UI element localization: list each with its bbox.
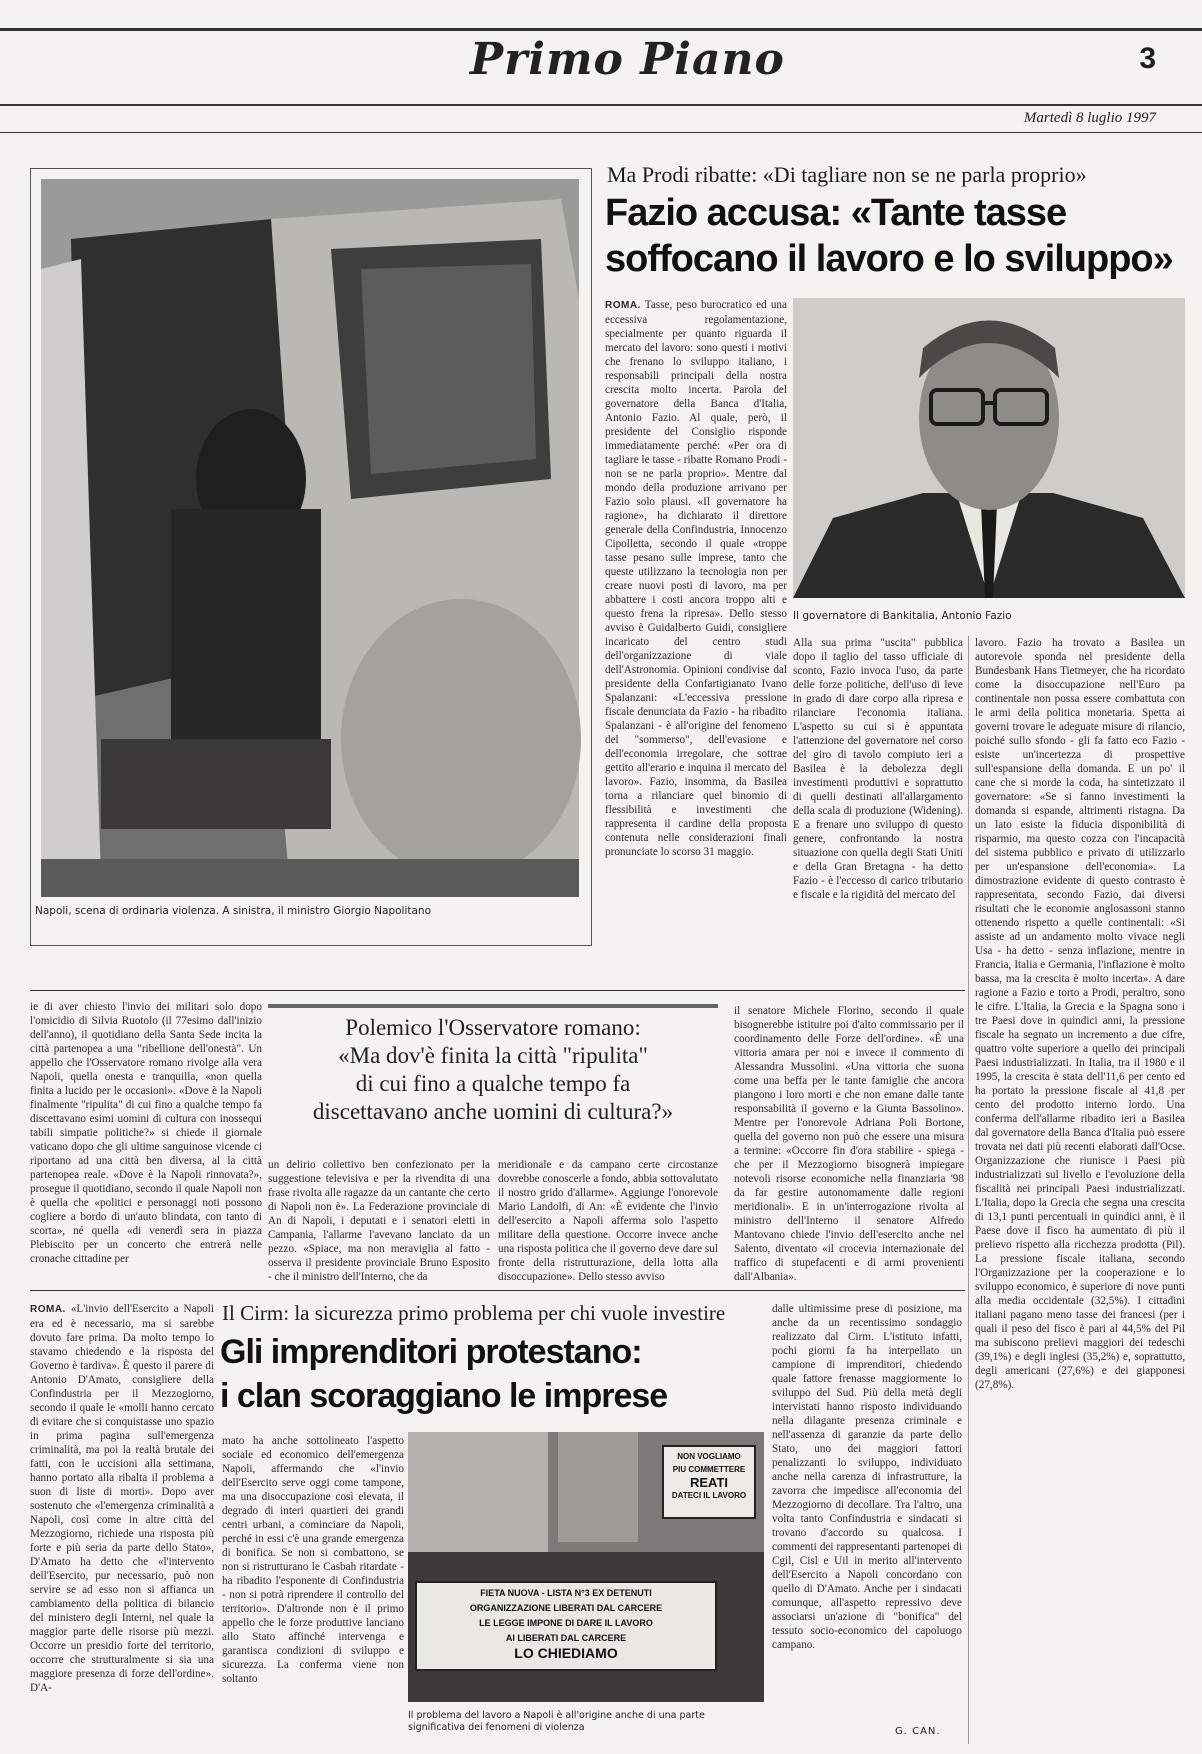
bottom-byline: G. CAN. [895,1726,941,1737]
quote-line-1: Polemico l'Osservatore romano: [345,1015,641,1040]
quote-box [268,1004,718,1154]
bottom-kicker: Il Cirm: la sicurezza primo problema per chi vuole investire [222,1301,726,1325]
fazio-caption: Il governatore di Bankitalia, Antonio Fazio [793,610,1012,622]
quote-line-3: di cui fino a qualche tempo fa [355,1071,631,1096]
protest-photo [408,1432,764,1702]
banner-line-3: LE LEGGE IMPONE DI DARE IL LAVORO [479,1618,653,1628]
column-divider [968,636,969,1744]
top-col1-text: Tasse, peso burocratico ed una eccessiva regolamentazione, specialmente per quanto riguarda il mercato del lavoro: sono questi i motivi che frenano lo sviluppo italiano, i responsabili principali della nostra crescita molto incerta. Parola del governatore della Banca d'Italia, Antonio Fazio. Al quale, però, il presidente del Consiglio risponde immediatamente perché: «Per ora di tagliare le tasse - ribatte Romano Prodi - non se ne parla proprio». Mentre dal mondo della produzione arrivano per Fazio solo plausi. «Il governatore ha ragione», ha dichiarato il direttore generale della Confindustria, Innocenzo Cipolletta, secondo il quale «troppe tasse pesano sulle imprese, tanto che queste utilizzano la tecnologia non per creare nuovi posti di lavoro, ma per abbattere i costi ancora troppo alti e questo frena la ripresa». Dello stesso avviso è Guidalberto Guidi, consigliere incaricato del centro studi dell'organizzazione di viale dell'Astronomia. Opinioni condivise dal presidente della Confartigianato Ivano Spalanzani: «L'eccessiva pressione fiscale denunciata da Fazio - ha ribadito Spalanzani - è all'origine del fenomeno del "sommerso", dell'evasione e dell'economia irregolare, che sottrae gettito all'erario e inquina il mercato del lavoro». Fazio, insomma, da Basilea torna a rilanciare quel binomio di flessibilità e investimenti che rappresenta il cardine della proposta contenuta nelle considerazioni finali pronunciate lo scorso 31 maggio. [605,299,787,858]
top-kicker: Ma Prodi ribatte: «Di tagliare non se ne parla proprio» [607,162,1087,187]
fazio-portrait-illustration [793,298,1185,598]
protest-banner [418,1586,714,1661]
banner-line-1: FIETA NUOVA - LISTA N°3 EX DETENUTI [480,1588,652,1598]
protest-sign [663,1450,755,1502]
quote-box-top-bar [268,1004,718,1008]
bottom-headline-2: i clan scoraggiano le imprese [220,1377,668,1415]
protest-caption-line-1: Il problema del lavoro a Napoli è all'origine anche di una parte [408,1710,705,1721]
protest-caption [408,1710,764,1734]
bottom-col-mid: mato ha anche sottolineato l'aspetto sociale ed economico dell'emergenza Napoli, affermando che «l'invio dell'Esercito serve oggi come tampone, ma una disoccupazione così elevata, il degrado di interi quartieri dei grandi centri urbani, a cominciare da Napoli, perché in essi c'è una grande emergenza di bonifica. Se non si combattono, se non si ristrutturano le Casbah ritardate - ha ribadito l'esponente di Confindustria - non si potrà riprendere il controllo del territorio». D'altronde non è il primo appello che le forze produttive lanciano allo Stato affinché intervenga e garantisca condizioni di sviluppo e sicurezza. La conferma viene non soltanto [222,1435,404,1685]
banner-line-2: ORGANIZZAZIONE LIBERATI DAL CARCERE [469,1603,663,1613]
top-article-col-3: lavoro. Fazio ha trovato a Basilea un autorevole sponda nel presidente della Bundesbank Hans Tietmeyer, che ha ricordato come la disoccupazione nell'Euro pa continentale non possa essere combattuta con le armi della politica monetaria. Spetta ai governi trovare le adeguate misure di rilancio, poiché sullo sfondo - gli fa fatto eco Fazio - esiste un'incertezza di prospettive sull'espansione della domanda. E un po' il cane che si morde la coda, ha sintetizzato il governatore: «Se si fanno investimenti la domanda si espande, altrimenti ristagna. Da un lato esiste la fiducia disponibilità di risparmio, ma questo cozza con l'incapacità del sistema pubblico e privato di utilizzarlo per un'espansione dell'economia». La dimostrazione evidente di questo contrasto è rappresentata, secondo Fazio, dai diversi risultati che le economie anglosassoni stanno ottenendo rispetto a quelle continentali: «Si assiste ad un andamento molto vivace negli Usa - ha detto - senza inflazione, mentre in Francia, Italia e Germania, l'inflazione è molto bassa, ma la crescita è molto incerta». A dare ragione a Fazio e torto a Prodi, peraltro, sono le cifre. L'Italia, la Grecia e la Spagna sono i tre Paesi dove in quindici anni, la pressione fiscale ha segnato un incremento a due cifre, quattro volte superiore a quello dei principali Paesi industrializzati. In Italia, tra il 1980 e il 1995, la crescita è stata dell'11,6 per cento ed ha portato la pressione fiscale al 41,8 per cento del prodotto interno lordo. Una conferma dell'allarme ribadito ieri a Basilea dal governatore della Banca d'Italia può essere trovata nei dati più recenti elaborati dall'Ocse. Organizzazione che riunisce i Paesi più industrializzati sul livello e l'evoluzione della fiscalità nei principali Paesi industrializzati. L'Italia, dopo la Grecia che segna una crescita di 13,1 punti percentuali in quindici anni, è il Paese dove il fisco ha aumentato di più il prelievo rispetto alla ricchezza prodotta (Pil). La pressione fiscale italiana, secondo l'Organizzazione per la cooperazione e lo sviluppo economico, è superiore di nove punti alla media occidentale (32,5%). I cittadini italiani pagano meno tasse dei francesi (per i quali il peso del fisco è pari al 44,5% del Pil ma subiscono prelievi maggiori dei tedeschi (39,1%) e degli inglesi (35,2%) e, soprattutto, degli americani (27,6%) e dei giapponesi (27,8%). [975,637,1185,1391]
top-article-col-2: Alla sua prima "uscita" pubblica dopo il taglio del tasso ufficiale di sconto, Fazio invoca l'uso, da parte delle forze politiche, dell'uso di leve in grado di dare corpo alla ripresa e rilanciare l'economia italiana. L'aspetto su cui si è appuntata l'attenzione del governatore nel corso del giro di tavolo compiuto ieri a Basilea è la debolezza degli investimenti produttivi e soprattutto di quelli destinati all'allargamento della scala di produzione (Widening). E a frenare uno sviluppo di questo genere, confrontando la nostra situazione con quella degli Stati Uniti e della Gran Bretagna - ha detto Fazio - è l'eccesso di carico tributario e fiscale e la rigidità del mercato del [793,637,963,901]
top-headline-1: Fazio accusa: «Tante tasse [605,192,1067,234]
sign-line-4: DATECI IL LAVORO [671,1491,747,1500]
car-photo-illustration [41,179,579,897]
bottom-col-right: dalle ultimissime prese di posizione, ma anche da un recentissimo sondaggio realizzato dal Cirm. L'istituto infatti, pochi giorni fa ha interpellato un campione di imprenditori, chiedendo quale fattore frenasse maggiormente lo sviluppo del Sud. Più della metà degli intervistati hanno risposto individuando nella dilagante presenza criminale e nell'assenza di garanzie da parte dello Stato, uno dei maggiori fattori penalizzanti lo sviluppo, individuato anche nella carenza di infrastrutture, la zavorra che impedisce all'economia del Mezzogiorno di decollare. Tra l'altro, una volta tanto Confindustria e sindacati si trovano d'accordo su qualcosa. I commenti dei rappresentanti partenopei di Cgil, Cisl e Uil in merito all'intervento dell'Esercito a Napoli concordano con quello di D'Amato. Anche per i sindacati comunque, all'aspetto repressivo deve associarsi un'azione di "bonifica" del tessuto socio-economico del capoluogo campano. [772,1303,962,1651]
banner-line-4: AI LIBERATI DAL CARCERE [505,1633,627,1643]
bottom-col-left [30,1302,214,1740]
left-photo-frame [30,168,592,946]
top-headline-2: soffocano il lavoro e lo sviluppo» [605,238,1173,280]
top-rule [0,28,1202,31]
left-photo-caption: Napoli, scena di ordinaria violenza. A sinistra, il ministro Giorgio Napolitano [35,905,431,917]
issue-date: Martedì 8 luglio 1997 [1023,110,1156,126]
middle-col-mid2: meridionale e da campano certe circostanze dovrebbe conoscerle a fondo, abbia sottovalutato il nostro grido d'allarme». Aggiunge l'onorevole Mario Landolfi, di An: «È evidente che l'invio dell'esercito a Napoli afferma solo l'aspetto militare della questione. Occorre invece anche una risposta politica che il governo deve dare sul fronte della ristrutturazione, della lotta alla disoccupazione». Dello stesso avviso [498,1159,718,1283]
middle-top-rule [30,990,965,991]
bottom-headline-1: Gli imprenditori protestano: [220,1333,642,1371]
protest-caption-line-2: significativa dei fenomeni di violenza [408,1722,585,1733]
section-title: Primo Piano [470,34,785,85]
sign-line-1: NON VOGLIAMO [677,1452,741,1461]
page-number: 3 [1139,42,1156,75]
banner-line-5: LO CHIEDIAMO [514,1645,618,1661]
middle-col-left: ie di aver chiesto l'invio dei militari solo dopo l'omicidio di Silvia Ruotolo (il 77esimo dall'inizio dell'anno), il quotidiano della Santa Sede incita la città partenopea a una "ribellione dell'onestà". Un appello che l'Osservatore romano rivolge alla vera Napoli, quella onesta e tranquilla, «non quella finita a lucido per le occasioni». «Dove è la Napoli finalmente "ripulita" di cui fino a qualche tempo fa discettavano esimi uomini di cultura con inossequi tabili simpatie politiche?» si chiede il giornale vaticano dopo che gli ultime sanguinose vicende ci riportano ad una città ben diversa, al la città partenopea reale. «Dove è la Napoli rinnovata?», prosegue il quotidiano, secondo il quale Napoli non è quella che «politici e personaggi noti possono cogliere a bordo di un'auto blindata, con tanto di scorta», né quella «di venerdì sera in piazza Plebiscito per un concerto che entrerà nelle cronache cittadine per [30,1001,262,1265]
middle-col-right: il senatore Michele Florino, secondo il quale bisognerebbe istituire poi d'alto commissario per il coordinamento delle Forze dell'ordine». «È una vittoria amara per noi e invece il commento di Alessandra Mussolini. «Una vittoria che suona come una beffa per le tante famiglie che ancora piangono i loro morti e che non emane dalle tante responsabilità il governo e la Giunta Bassolino». Mentre per l'onorevole Adriana Poli Bortone, quella del governo non può che essere una misura a termine: «Occorre fin d'ora stabilire - spiega - che per il Mezzogiorno bisognerà impiegare notevoli risorse economiche nella finanziaria '98 da far gestire autonomamente dalle regioni meridionali». E in un'interrogazione rivolta al ministro dell'Interno il senatore Alfredo Mantovano chiede l'invio dell'esercito anche nel Salento, diventato «il crocevia internazionale del traffico di stupefacenti e di armi provenienti dall'Albania». [734,1005,964,1283]
bottom-dateline: ROMA. [30,1304,66,1315]
quote-line-4: discettavano anche uomini di cultura?» [312,1099,674,1124]
top-dateline: ROMA. [605,300,641,311]
header-rule [0,104,1202,106]
quote-line-2: «Ma dov'è finita la città "ripulita" [338,1043,648,1068]
bottom-top-rule [30,1290,965,1291]
middle-col-mid: un delirio collettivo ben confezionato per la suggestione televisiva e per la rivendita di una frase rivolta alle ragazze da un cantante che certo di Napoli non è». La Federazione provinciale di An di Napoli, i deputati e i senatori eletti in Campania, l'allarme l'avevano lanciato da un pezzo. «Spiace, ma non meraviglia al fatto - osserva il presidente provinciale Bruno Esposito - che il ministro dell'Interno, che da [268,1159,490,1283]
date-rule [0,132,1202,133]
sign-line-3: REATI [689,1475,729,1490]
fazio-portrait [793,298,1185,598]
sign-line-2: PIU COMMETTERE [672,1465,746,1474]
top-article-col-1 [605,298,787,960]
car-photo [41,179,579,897]
bottom-col-left-text: «L'invio dell'Esercito a Napoli era ed è necessario, ma si sarebbe dovuto fare prima. Da molto tempo lo stavamo chiedendo e la risposta del Governo è tardiva». È questo il parere di Antonio D'Amato, consigliere della Confindustria per il Mezzogiorno, secondo il quale le «molli hanno cercato di evitare che si conquistasse uno spazio in prima pagina sull'emergenza criminalità, ma poi la realtà brutale dei fatti, con le uccisioni alla settimana, hanno portato alla ribalta il problema a suon di liste di morti». Dopo aver sostenuto che «l'emergenza criminalità a Napoli, così come in altre città del Mezzogiorno, richiede una risposta più forte e più seria da parte dello Stato», D'Amato ha detto che «l'intervento dell'Esercito, pur necessario, può non servire se ad esso non si affianca un cambiamento della politica di bilancio del ministero degli Interni, nel quale la maggior parte delle risorse più mezzi. Occorre un presidio forte del territorio, occorre che strutturalmente si sia una maggiore presenza di forze dell'ordine». D'A- [30,1303,214,1694]
